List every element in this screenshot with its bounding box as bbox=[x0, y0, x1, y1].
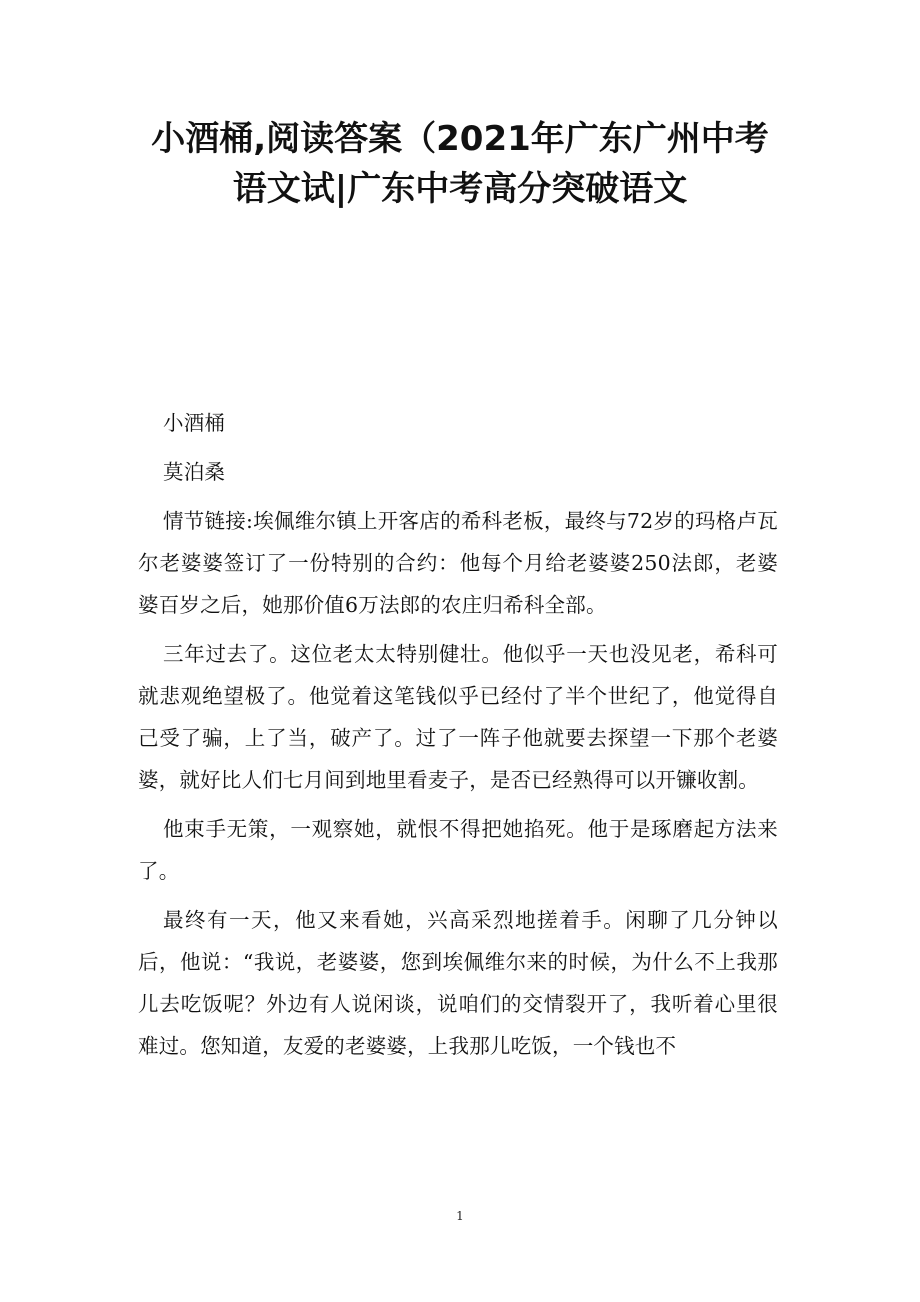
document-title: 小酒桶,阅读答案（2021年广东广州中考语文试|广东中考高分突破语文 bbox=[151, 119, 769, 209]
paragraph-three-years: 三年过去了。这位老太太特别健壮。他似乎一天也没见老，希科可就悲观绝望极了。他觉着这笔钱似乎已经付了半个世纪了，他觉得自己受了骗，上了当，破产了。过了一阵子他就要去探望一下那个老婆婆，就好比人们七月间到地里看麦子，是否已经熟得可以开镰收割。 bbox=[138, 642, 778, 792]
author-name: 莫泊桑 bbox=[163, 460, 226, 484]
page-number: 1 bbox=[456, 1209, 464, 1223]
paragraph-plot-link: 情节链接:埃佩维尔镇上开客店的希科老板，最终与72岁的玛格卢瓦尔老婆婆签订了一份特别的合约：他每个月给老婆婆250法郎，老婆婆百岁之后，她那价值6万法郎的农庄归希科全部。 bbox=[138, 509, 778, 617]
story-title: 小酒桶 bbox=[163, 411, 226, 435]
paragraph-helpless: 他束手无策，一观察她，就恨不得把她掐死。他于是琢磨起方法来了。 bbox=[138, 817, 778, 883]
paragraph-visit: 最终有一天，他又来看她，兴高采烈地搓着手。闲聊了几分钟以后，他说：“我说，老婆婆，您到埃佩维尔来的时候，为什么不上我那儿去吃饭呢？外边有人说闲谈，说咱们的交情裂开了，我听着心里很难过。您知道，友爱的老婆婆，上我那儿吃饭，一个钱也不 bbox=[138, 908, 778, 1058]
document-body bbox=[138, 402, 778, 1074]
